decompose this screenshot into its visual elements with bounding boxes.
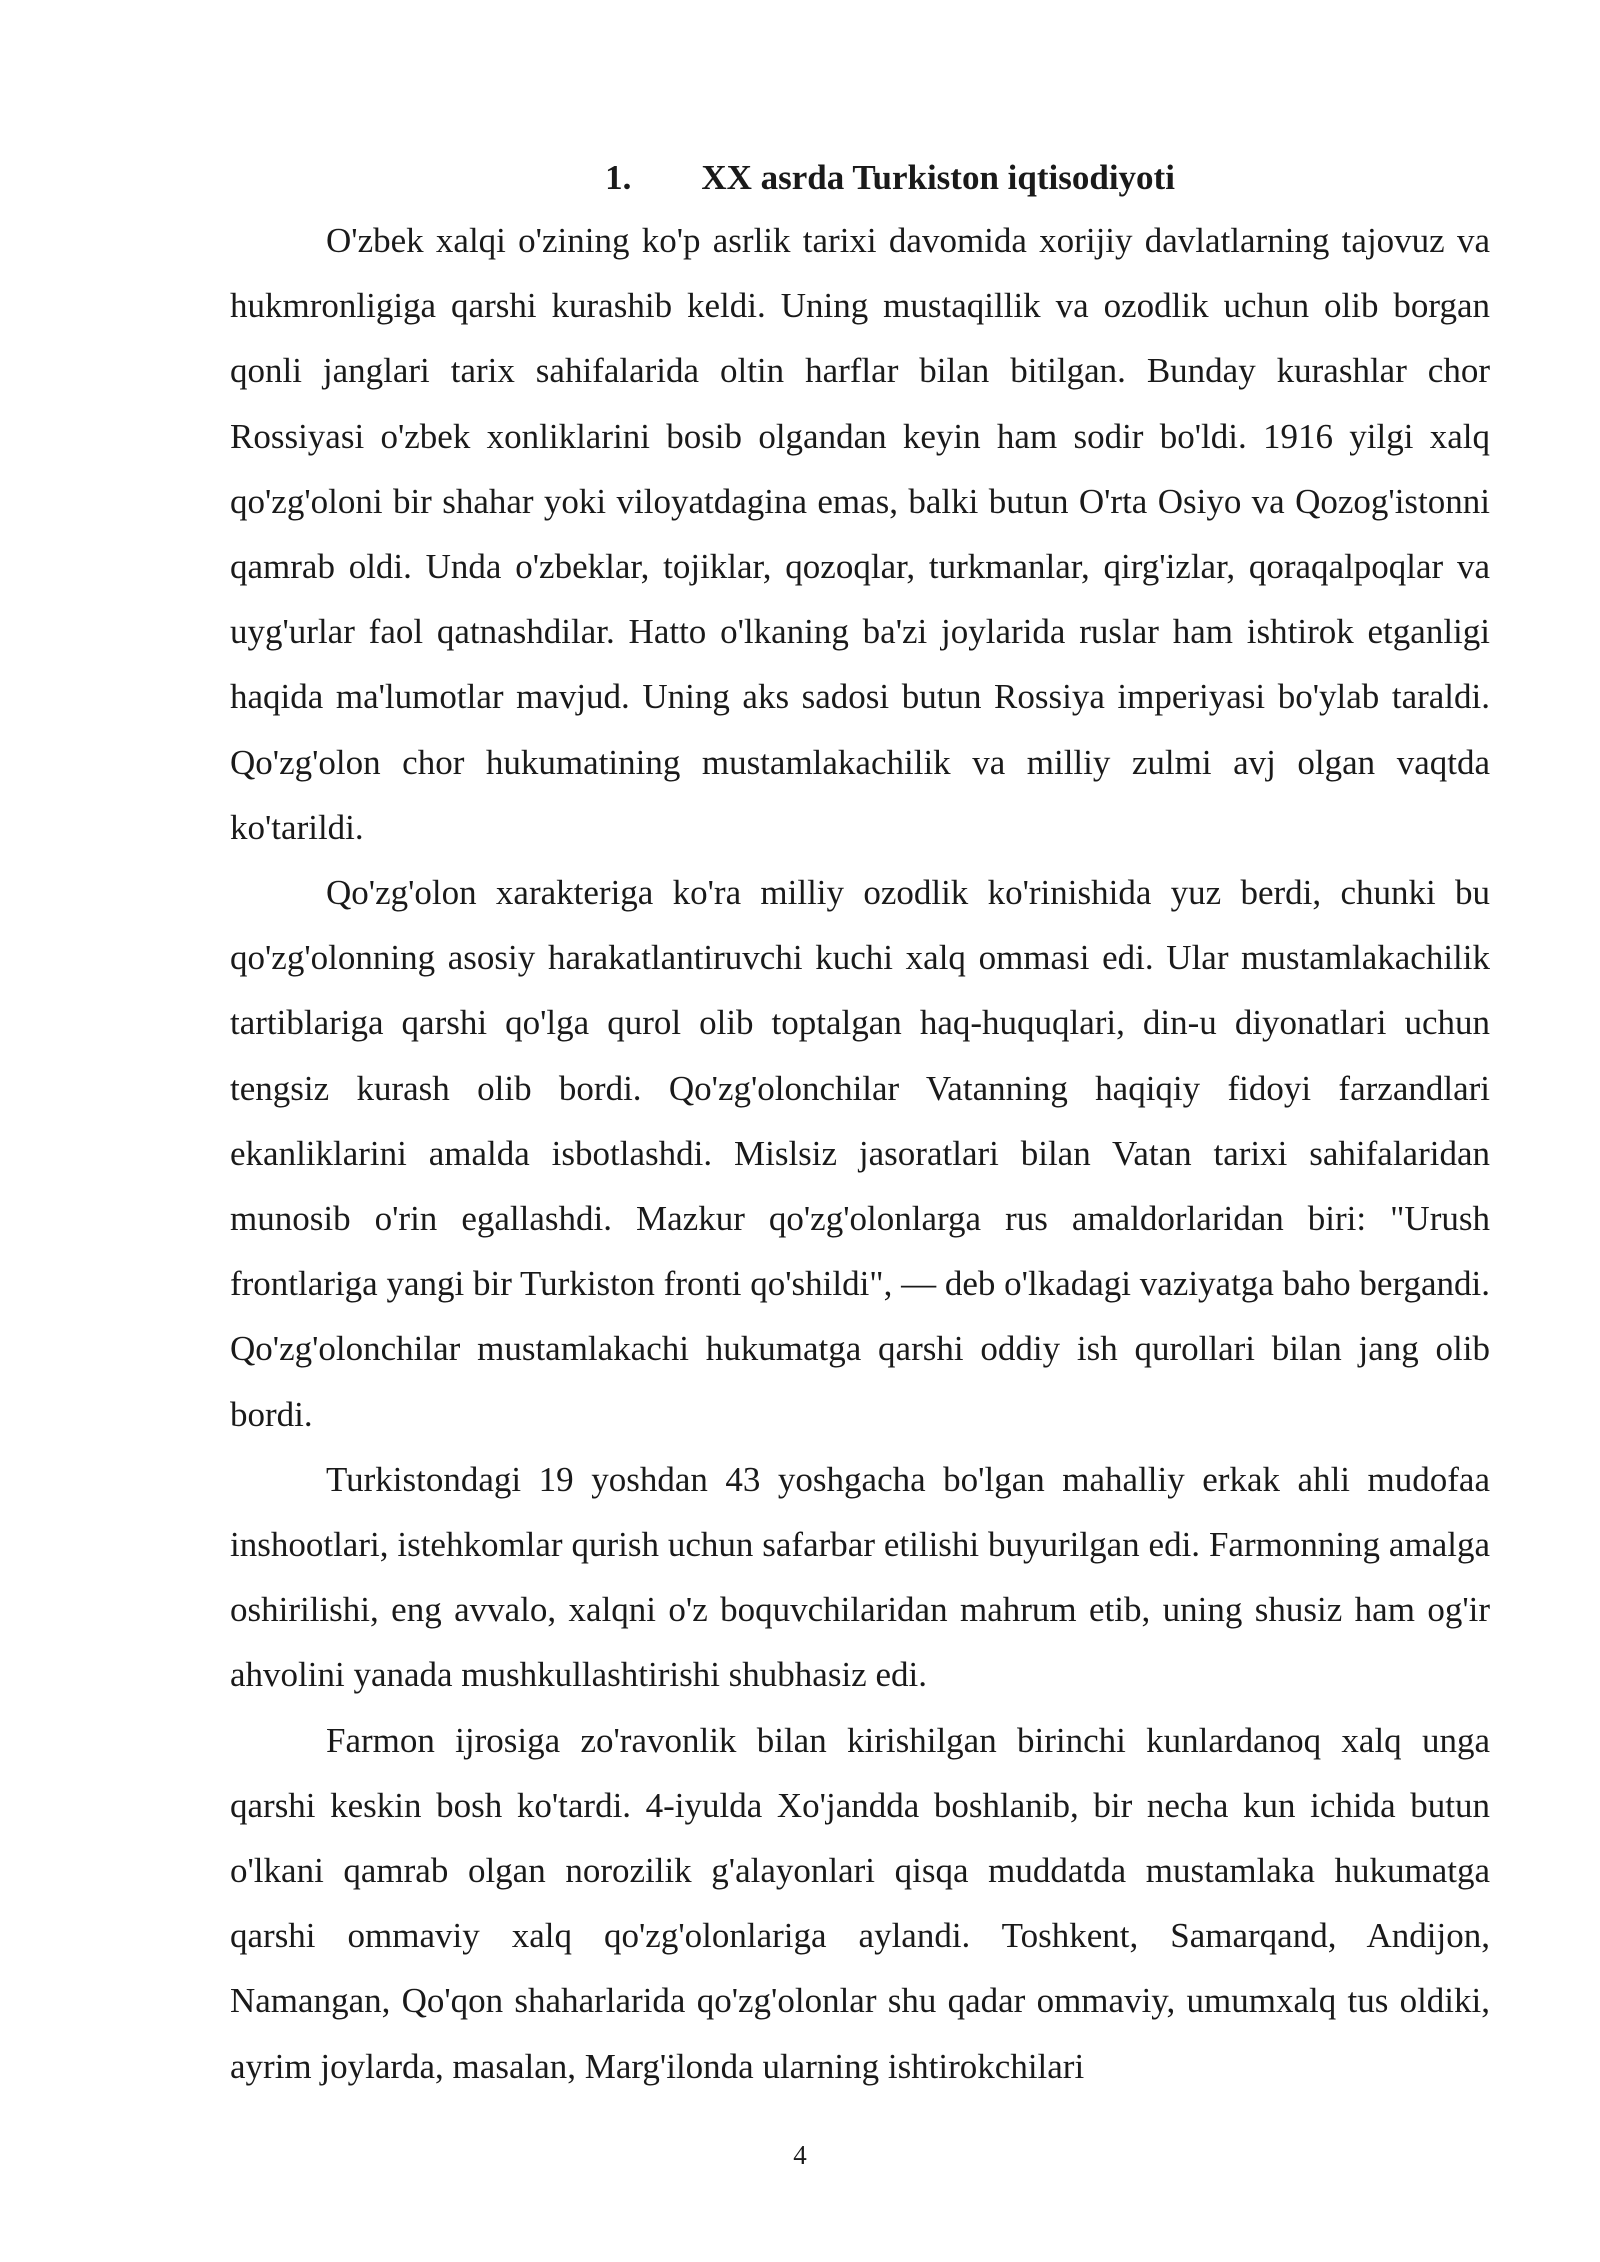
section-title: XX asrda Turkiston iqtisodiyoti — [701, 158, 1175, 197]
paragraph-4: Farmon ijrosiga zo'ravonlik bilan kirishilgan birinchi kunlardanoq xalq unga qarshi keskin bosh ko'tardi. 4-iyulda Xo'jandda boshlanib, bir necha kun ichida butun o'lkani qamrab olgan norozilik g'alayonlari qisqa muddatda mustamlaka hukumatga qarshi ommaviy xalq qo'zg'olonlariga aylandi. Toshkent, Samarqand, Andijon, Namangan, Qo'qon shaharlarida qo'zg'olonlar shu qadar ommaviy, umumxalq tus oldiki, ayrim joylarda, masalan, Marg'ilonda ularning ishtirokchilari — [230, 1720, 1490, 2086]
paragraph-1: O'zbek xalqi o'zining ko'p asrlik tarixi davomida xorijiy davlatlarning tajovuz va hukmronligiga qarshi kurashib keldi. Uning mustaqillik va ozodlik uchun olib borgan qonli janglari tarix sahifalarida oltin harflar bilan bitilgan. Bunday kurashlar chor Rossiyasi o'zbek xonliklarini bosib olgandan keyin ham sodir bo'ldi. 1916 yilgi xalq qo'zg'oloni bir shahar yoki viloyatdagina emas, balki butun O'rta Osiyo va Qozog'istonni qamrab oldi. Unda o'zbeklar, tojiklar, qozoqlar, turkmanlar, qirg'izlar, qoraqalpoqlar va uyg'urlar faol qatnashdilar. Hatto o'lkaning ba'zi joylarida ruslar ham ishtirok etganligi haqida ma'lumotlar mavjud. Uning aks sadosi butun Rossiya imperiyasi bo'ylab taraldi. Qo'zg'olon chor hukumatining mustamlakachilik va milliy zulmi avj olgan vaqtda ko'tarildi. — [230, 221, 1490, 847]
paragraph-3: Turkistondagi 19 yoshdan 43 yoshgacha bo'lgan mahalliy erkak ahli mudofaa inshootlari, istehkomlar qurish uchun safarbar etilishi buyurilgan edi. Farmonning amalga oshirilishi, eng avvalo, xalqni o'z boquvchilaridan mahrum etib, uning shusiz ham og'ir ahvolini yanada mushkullashtirishi shubhasiz edi. — [230, 1459, 1490, 1695]
paragraph-2: Qo'zg'olon xarakteriga ko'ra milliy ozodlik ko'rinishida yuz berdi, chunki bu qo'zg'olonning asosiy harakatlantiruvchi kuchi xalq ommasi edi. Ular mustamlakachilik tartiblariga qarshi qo'lga qurol olib toptalgan haq-huquqlari, din-u diyonatlari uchun tengsiz kurash olib bordi. Qo'zg'olonchilar Vatanning haqiqiy fidoyi farzandlari ekanliklarini amalda isbotlashdi. Mislsiz jasoratlari bilan Vatan tarixi sahifalaridan munosib o'rin egallashdi. Mazkur qo'zg'olonlarga rus amaldorlaridan biri: "Urush frontlariga yangi bir Turkiston fronti qo'shildi", — deb o'lkadagi vaziyatga baho bergandi. Qo'zg'olonchilar mustamlakachi hukumatga qarshi oddiy ish qurollari bilan jang olib bordi. — [230, 873, 1490, 1434]
page-number: 4 — [793, 2140, 807, 2170]
section-number: 1. — [605, 158, 632, 197]
section-heading — [230, 148, 1490, 208]
document-page — [230, 148, 1490, 2099]
